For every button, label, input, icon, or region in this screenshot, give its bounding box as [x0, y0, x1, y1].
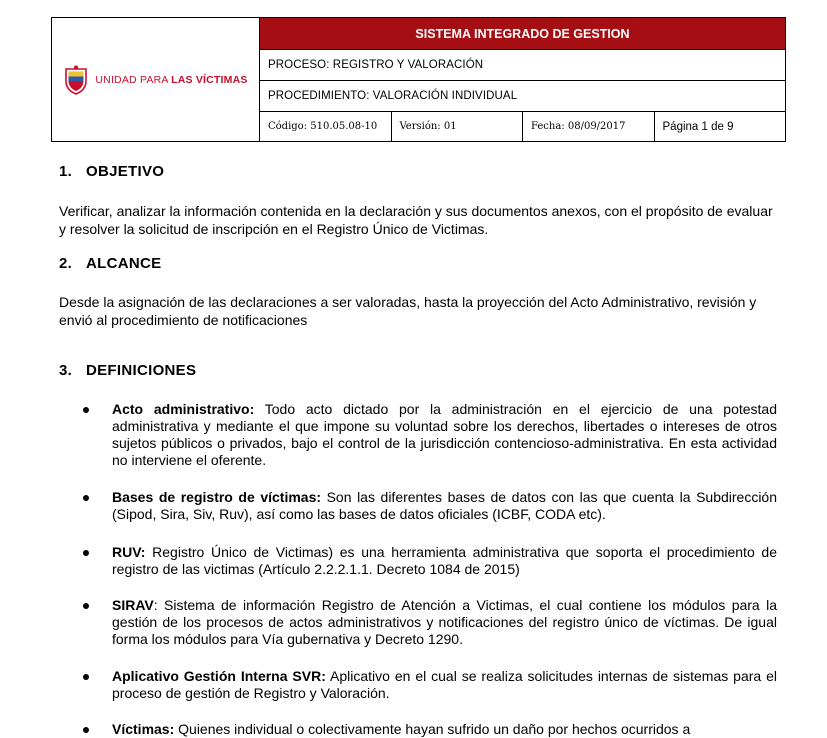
bullet-icon	[83, 495, 89, 501]
section-heading-definiciones: 3. DEFINICIONES	[59, 362, 197, 379]
unidad-victimas-logo	[52, 65, 259, 95]
bullet-icon	[83, 407, 89, 413]
definition-item: SIRAV: Sistema de información Registro de Atención a Victimas, el cual contiene los módulos para la gestión de los procesos de actos administrativos y notificaciones del registro único de víctimas. De igual forma los módulos para Vía gubernativa y Decreto 1290.	[112, 597, 777, 647]
bullet-icon	[83, 674, 89, 680]
procedure-label: PROCEDIMIENTO: VALORACIÓN INDIVIDUAL	[260, 81, 786, 112]
bullet-icon	[83, 550, 89, 556]
logo-cell	[52, 18, 260, 142]
definition-item: Acto administrativo: Todo acto dictado por la administración en el ejercicio de una potestad administrativa y mediante el que impone su voluntad sobre los derechos, libertades o intereses de otros sujetos públicos o privados, bajo el control de la jurisdicción contencioso-administrativa. En esta actividad no interviene el oferente.	[112, 401, 777, 468]
bullet-icon	[83, 603, 89, 609]
page-number: Página 1 de 9	[654, 112, 786, 142]
coat-of-arms-icon	[63, 65, 89, 95]
logo-text: UNIDAD PARA LAS VÍCTIMAS	[95, 73, 248, 86]
document-header-table	[51, 17, 786, 142]
alcance-text: Desde la asignación de las declaraciones a ser valoradas, hasta la proyección del Acto Administrativo, revisión y envió al procedimiento de notificaciones	[59, 294, 757, 328]
definition-item: Víctimas: Quienes individual o colectivamente hayan sufrido un daño por hechos ocurridos a	[112, 721, 691, 737]
definition-item: Bases de registro de víctimas: Son las diferentes bases de datos con las que cuenta la Subdirección (Sipod, Sira, Siv, Ruv), así como las bases de datos oficiales (ICBF, CODA etc).	[112, 489, 778, 522]
process-label: PROCESO: REGISTRO Y VALORACIÓN	[260, 50, 786, 81]
definition-item: RUV: Registro Único de Victimas) es una herramienta administrativa que soporta el procedimiento de registro de las victimas (Artículo 2.2.2.1.1. Decreto 1084 de 2015)	[112, 544, 777, 577]
bullet-icon	[83, 727, 89, 733]
document-code: Código: 510.05.08-10	[260, 112, 392, 142]
document-version: Versión: 01	[391, 112, 523, 142]
section-heading-objetivo: 1. OBJETIVO	[59, 163, 165, 180]
section-heading-alcance: 2. ALCANCE	[59, 255, 162, 272]
objetivo-text: Verificar, analizar la información contenida en la declaración y sus documentos anexos, con el propósito de evaluar y resolver la solicitud de inscripción en el Registro Único de Victimas.	[59, 203, 773, 237]
system-title: SISTEMA INTEGRADO DE GESTION	[260, 18, 786, 50]
document-date: Fecha: 08/09/2017	[523, 112, 655, 142]
definition-item: Aplicativo Gestión Interna SVR: Aplicativo en el cual se realiza solicitudes internas de sistemas para el proceso de gestión de Registro y Valoración.	[112, 668, 777, 701]
